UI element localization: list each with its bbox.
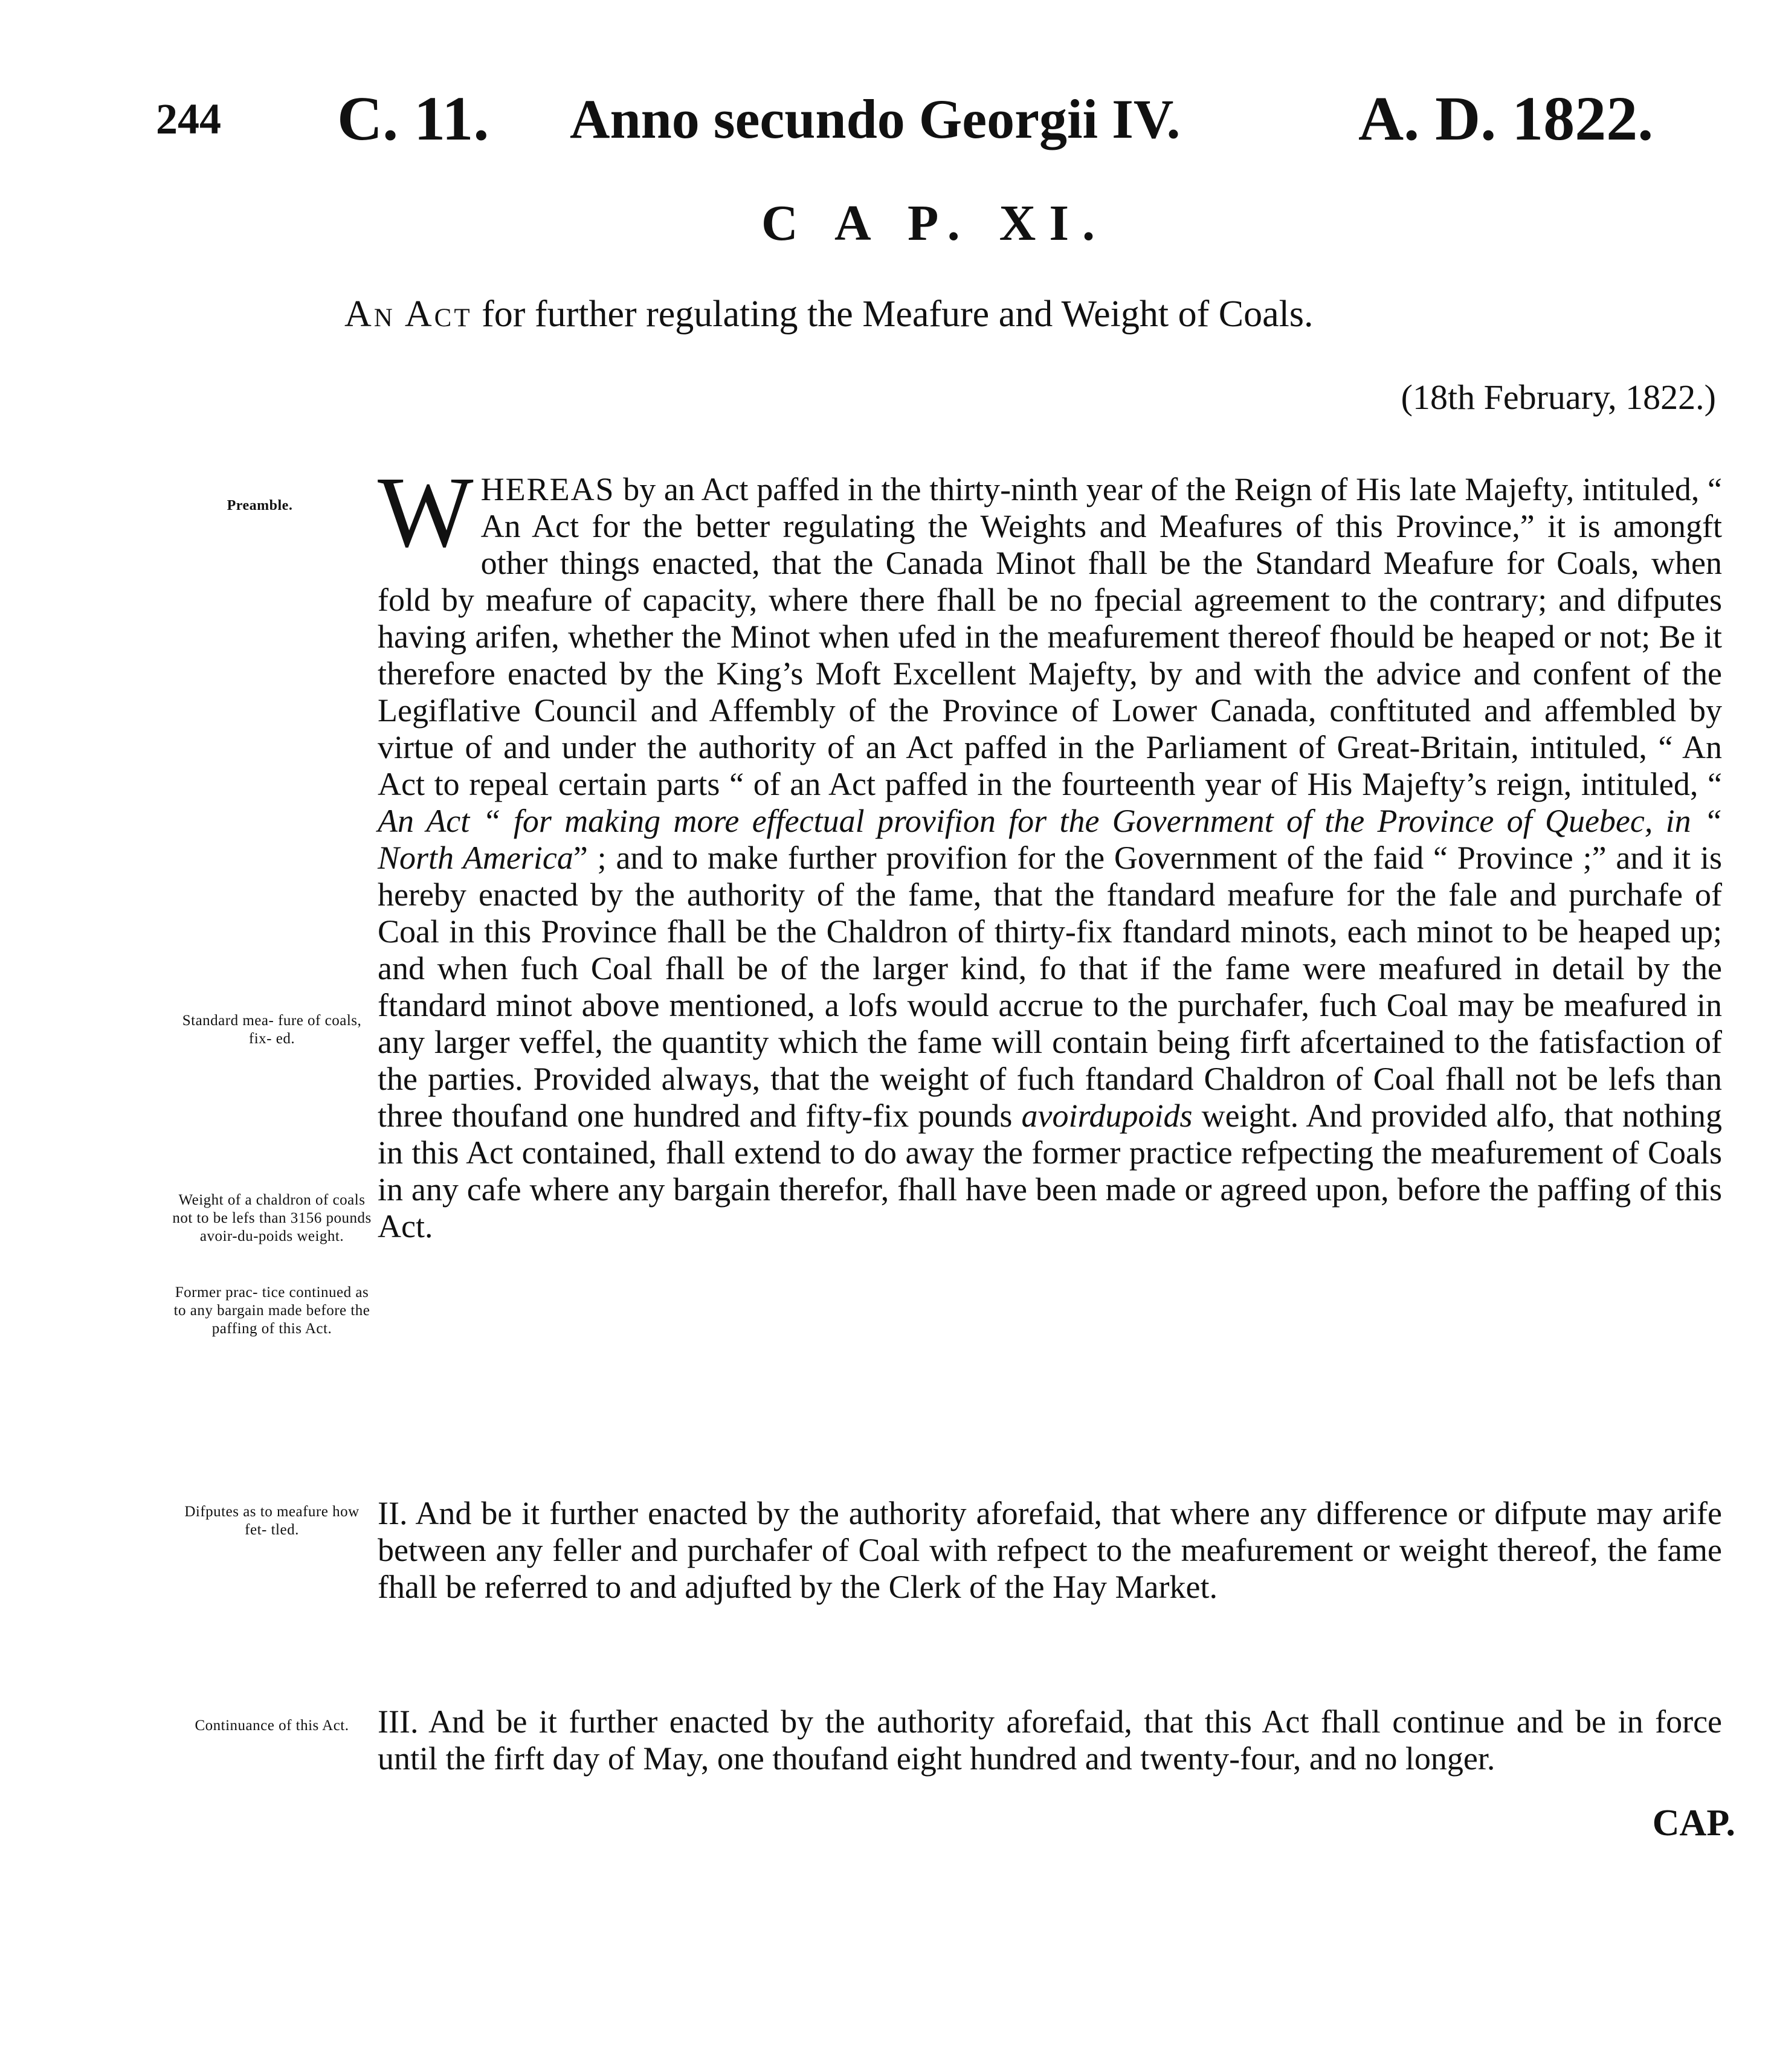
margin-note-standard-measure: Standard mea- fure of coals, fix- ed. xyxy=(182,1012,362,1047)
page-number: 244 xyxy=(156,95,221,143)
section-1-paragraph xyxy=(378,456,1723,1245)
section-1-text-c: weight. And provided alfo, that nothing in this Act contained, fhall extend to do away the former practice refpecting the meafurement of Coals in any cafe where any bargain therefor, fhall have been made or agreed upon, before the paffing of this Act. xyxy=(378,1098,1723,1244)
section-3 xyxy=(378,1704,1722,1777)
section-2 xyxy=(378,1495,1722,1606)
chapter-number: C. 11. xyxy=(337,84,489,153)
section-1-text-a: by an Act paffed in the thirty-ninth year of the Reign of His late Majefty, intituled, “ An Act for the better regulating the Weights and Meafures of this Province,” it is amongft other things enacted, that the Canada Minot fhall be the Standard Meafure for Coals, when fold by meafure of capacity, where there fhall be no fpecial agreement to the contrary; and difputes having arifen, whether the Minot when ufed in the meafurement thereof fhould be heaped or not; Be it therefore enacted by the King’s Moft Excellent Majefty, by and with the advice and confent of the Legiflative Council and Affembly of the Province of Lower Canada, conftituted and affembled by virtue of and under the authority of an Act paffed in the Parliament of Great-Britain, intituled, “ An Act to repeal certain parts “ of an Act paffed in the fourteenth year of His Majefty’s reign, intituled, “ xyxy=(378,471,1722,802)
drop-cap: W xyxy=(378,456,474,568)
regnal-year: Anno secundo Georgii IV. xyxy=(570,88,1181,150)
margin-note-continuance: Continuance of this Act. xyxy=(195,1717,349,1734)
section-1-italic-avoirdupoids: avoirdupoids xyxy=(1021,1098,1193,1134)
act-date: (18th February, 1822.) xyxy=(1401,378,1716,417)
margin-note-disputes: Difputes as to meafure how fet- tled. xyxy=(184,1504,360,1538)
section-1-lead: HEREAS xyxy=(480,471,615,507)
chapter-title: C A P. XI. xyxy=(761,195,1109,251)
section-1-italic-citation: An Act “ for making more effectual provifion for the Government of the Province of Quebec, in “ North America xyxy=(378,803,1722,876)
margin-note-preamble: Preamble. xyxy=(227,498,293,513)
section-2-paragraph: II. And be it further enacted by the authority aforefaid, that where any difference or difpute may arife between any feller and purchafer of Coal with refpect to the meafurement or weight thereof, the fame fhall be referred to and adjufted by the Clerk of the Hay Market. xyxy=(378,1495,1722,1605)
catchword: CAP. xyxy=(1652,1803,1735,1844)
margin-note-weight: Weight of a chaldron of coals not to be lefs than 3156 pounds avoir-du-poids weight. xyxy=(172,1192,372,1244)
section-1-text-b: ” ; and to make further provifion for the Government of the faid “ Province ;” and it is hereby enacted by the authority of the fame, that the ftandard meafure for the fale and purchafe of Coal in this Province fhall be the Chaldron of thirty-fix ftandard minots, each minot to be heaped up; and when fuch Coal fhall be of the larger kind, fo that if the fame were meafured in detail by the ftandard minot above mentioned, a lofs would accrue to the purchafer, fuch Coal may be meafured in any larger veffel, the quantity which the fame will contain being firft afcertained to the fatisfaction of the parties. Provided always, that the weight of fuch ftandard Chaldron of Coal fhall not be lefs than three thoufand one hundred and fifty-fix pounds xyxy=(378,840,1723,1134)
section-3-paragraph: III. And be it further enacted by the authority aforefaid, that this Act fhall continue and be in force until the firft day of May, one thoufand eight hundred and twenty-four, and no longer. xyxy=(378,1704,1722,1777)
margin-note-former-practice: Former prac- tice continued as to any bargain made before the paffing of this Act. xyxy=(173,1284,370,1337)
section-1 xyxy=(378,456,1723,1245)
act-title xyxy=(344,290,1613,338)
running-header xyxy=(156,86,1703,152)
anno-domini: A. D. 1822. xyxy=(1358,84,1654,153)
act-title-text: for further regulating the Meafure and Weight of Coals. xyxy=(472,294,1314,335)
act-title-lead: An Act xyxy=(344,294,473,335)
